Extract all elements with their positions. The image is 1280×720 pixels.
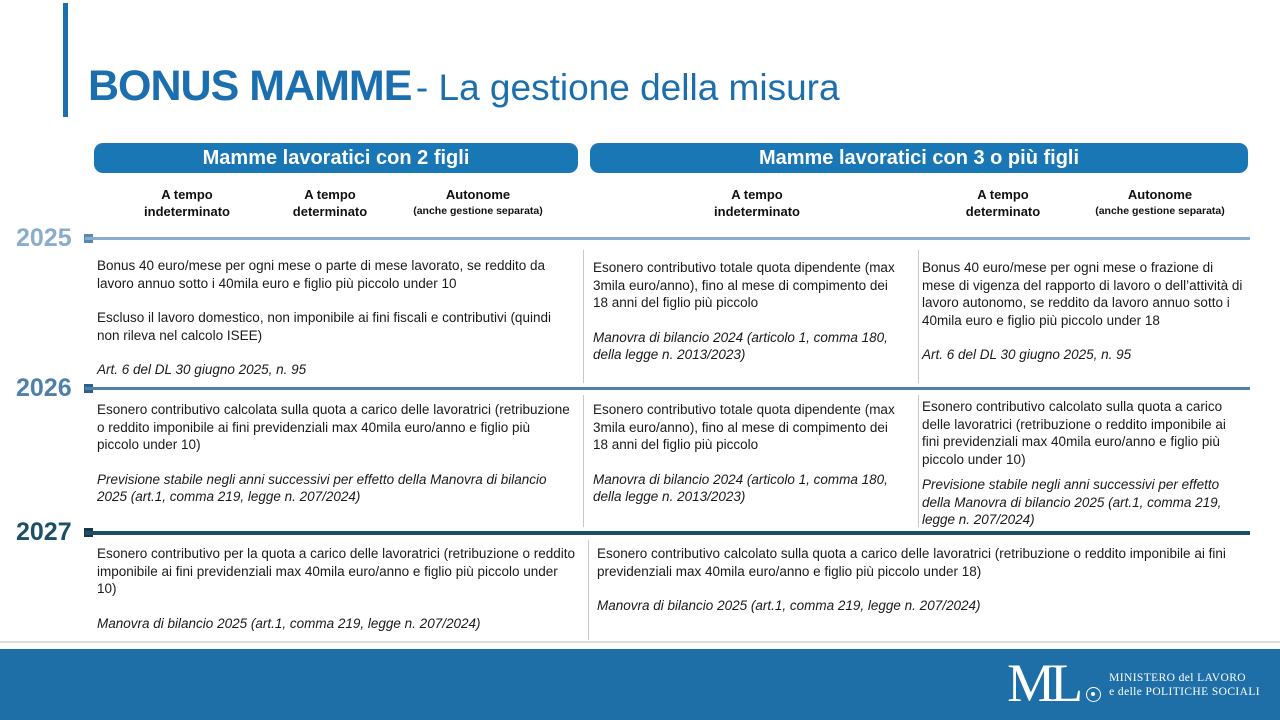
cell-divider <box>588 540 589 640</box>
group-header-3-o-piu-figli: Mamme lavoratici con 3 o più figli <box>590 143 1248 173</box>
group-header-2-figli: Mamme lavoratici con 2 figli <box>94 143 578 173</box>
ministry-logo <box>1007 649 1260 720</box>
cell-2026-3figli-dipendenti <box>593 401 899 506</box>
cell-paragraph: Bonus 40 euro/mese per ogni mese o parte di mese lavorato, se reddito da lavoro annuo sotto i 40mila euro e figlio più piccolo under 10 <box>97 258 546 291</box>
cell-paragraph: Esonero contributivo per la quota a carico delle lavoratrici (retribuzione o reddito imponibile ai fini previdenziali max 40mila euro/anno e figlio più piccolo under 10) <box>97 546 576 596</box>
cell-paragraph: Esonero contributivo calcolato sulla quota a carico delle lavoratrici (retribuzione o reddito imponibile ai fini previdenziali max 40mila euro/anno e figlio più piccolo under 18) <box>597 546 1226 579</box>
footer-bar <box>0 649 1280 720</box>
cell-2027-2figli <box>97 545 577 632</box>
cell-legal-note: Previsione stabile negli anni successivi per effetto della Manovra di bilancio 2025 (art.1, comma 219, legge n. 207/2024) <box>97 471 547 504</box>
column-header-line1: A tempo <box>161 187 213 202</box>
timeline-line-2027 <box>85 531 1250 535</box>
cell-2026-3figli-autonome <box>922 398 1244 529</box>
column-header-line1: A tempo <box>304 187 356 202</box>
cell-paragraph: Esonero contributivo totale quota dipendente (max 3mila euro/anno), fino al mese di compimento dei 18 anni del figlio più piccolo <box>593 402 895 452</box>
cell-2025-2figli <box>97 257 571 379</box>
cell-legal-note: Manovra di bilancio 2025 (art.1, comma 219, legge n. 207/2024) <box>597 598 981 613</box>
cell-divider <box>918 250 919 383</box>
ministry-name-line2: e delle POLITICHE SOCIALI <box>1109 685 1260 698</box>
column-header-line2: indeterminato <box>714 204 800 219</box>
cell-2025-3figli-dipendenti <box>593 259 899 364</box>
cell-2026-2figli <box>97 401 571 506</box>
timeline-year-2026: 2026 <box>16 374 72 402</box>
column-header-line2: indeterminato <box>144 204 230 219</box>
timeline-year-2027: 2027 <box>16 518 72 546</box>
cell-2025-3figli-autonome <box>922 259 1244 364</box>
column-header-g2-indeterminato <box>657 186 857 220</box>
ml-logo-text: ML <box>1007 652 1079 713</box>
column-header-line2: determinato <box>965 204 1041 219</box>
cell-legal-note: Previsione stabile negli anni successivi per effetto della Manovra di bilancio 2025 (art.1, comma 219, legge n. 207/2024) <box>922 477 1222 527</box>
ministry-name <box>1109 671 1260 699</box>
column-header-g2-autonome <box>1060 186 1260 220</box>
cell-2027-3figli <box>597 545 1249 615</box>
timeline-line-2025 <box>85 237 1250 240</box>
cell-legal-note: Art. 6 del DL 30 giugno 2025, n. 95 <box>97 362 307 377</box>
cell-legal-note: Art. 6 del DL 30 giugno 2025, n. 95 <box>922 347 1132 362</box>
column-header-line1: Autonome <box>1127 187 1193 202</box>
cell-legal-note: Manovra di bilancio 2025 (art.1, comma 219, legge n. 207/2024) <box>97 615 481 631</box>
column-header-g1-autonome <box>378 186 578 220</box>
cell-legal-note: Manovra di bilancio 2024 (articolo 1, comma 180, della legge n. 2013/2023) <box>593 329 888 362</box>
page-title <box>88 62 840 111</box>
column-header-line2: (anche gestione separata) <box>1095 205 1225 217</box>
column-header-line1: A tempo <box>731 187 783 202</box>
page-title-main: BONUS MAMME <box>88 62 412 110</box>
cell-legal-note: Manovra di bilancio 2024 (articolo 1, comma 180, della legge n. 2013/2023) <box>593 471 888 504</box>
cell-paragraph: Esonero contributivo totale quota dipendente (max 3mila euro/anno), fino al mese di compimento dei 18 anni del figlio più piccolo <box>593 260 895 310</box>
column-header-line1: Autonome <box>445 187 511 202</box>
ministry-name-line1: MINISTERO del LAVORO <box>1109 671 1246 684</box>
page-title-subtitle: - La gestione della misura <box>415 67 840 108</box>
cell-divider <box>918 395 919 527</box>
cell-paragraph: Esonero contributivo calcolato sulla quota a carico delle lavoratrici (retribuzione o reddito imponibile ai fini previdenziali max 40mila euro/anno e figlio più piccolo under 10) <box>922 399 1226 467</box>
timeline-year-2025: 2025 <box>16 224 72 252</box>
cell-paragraph: Bonus 40 euro/mese per ogni mese o frazione di mese di vigenza del rapporto di lavoro o dell’attività di lavoro autonomo, se reddito da lavoro annuo sotto i 40mila euro e figlio più piccolo under 18 <box>922 260 1243 328</box>
cell-divider <box>583 250 584 383</box>
title-accent-bar <box>63 3 68 117</box>
cell-paragraph: Esonero contributivo calcolata sulla quota a carico delle lavoratrici (retribuzione o reddito imponibile ai fini previdenziali max 40mila euro/anno e figlio più piccolo under 10) <box>97 402 570 452</box>
timeline-line-2026 <box>85 387 1250 390</box>
footer-separator <box>0 641 1280 643</box>
cell-paragraph: Escluso il lavoro domestico, non imponibile ai fini fiscali e contributivi (quindi non rileva nel calcolo ISEE) <box>97 310 551 343</box>
republic-emblem-icon <box>1086 687 1101 702</box>
column-header-line2: (anche gestione separata) <box>413 205 543 217</box>
cell-divider <box>583 395 584 527</box>
column-header-line1: A tempo <box>977 187 1029 202</box>
column-header-line2: determinato <box>292 204 368 219</box>
